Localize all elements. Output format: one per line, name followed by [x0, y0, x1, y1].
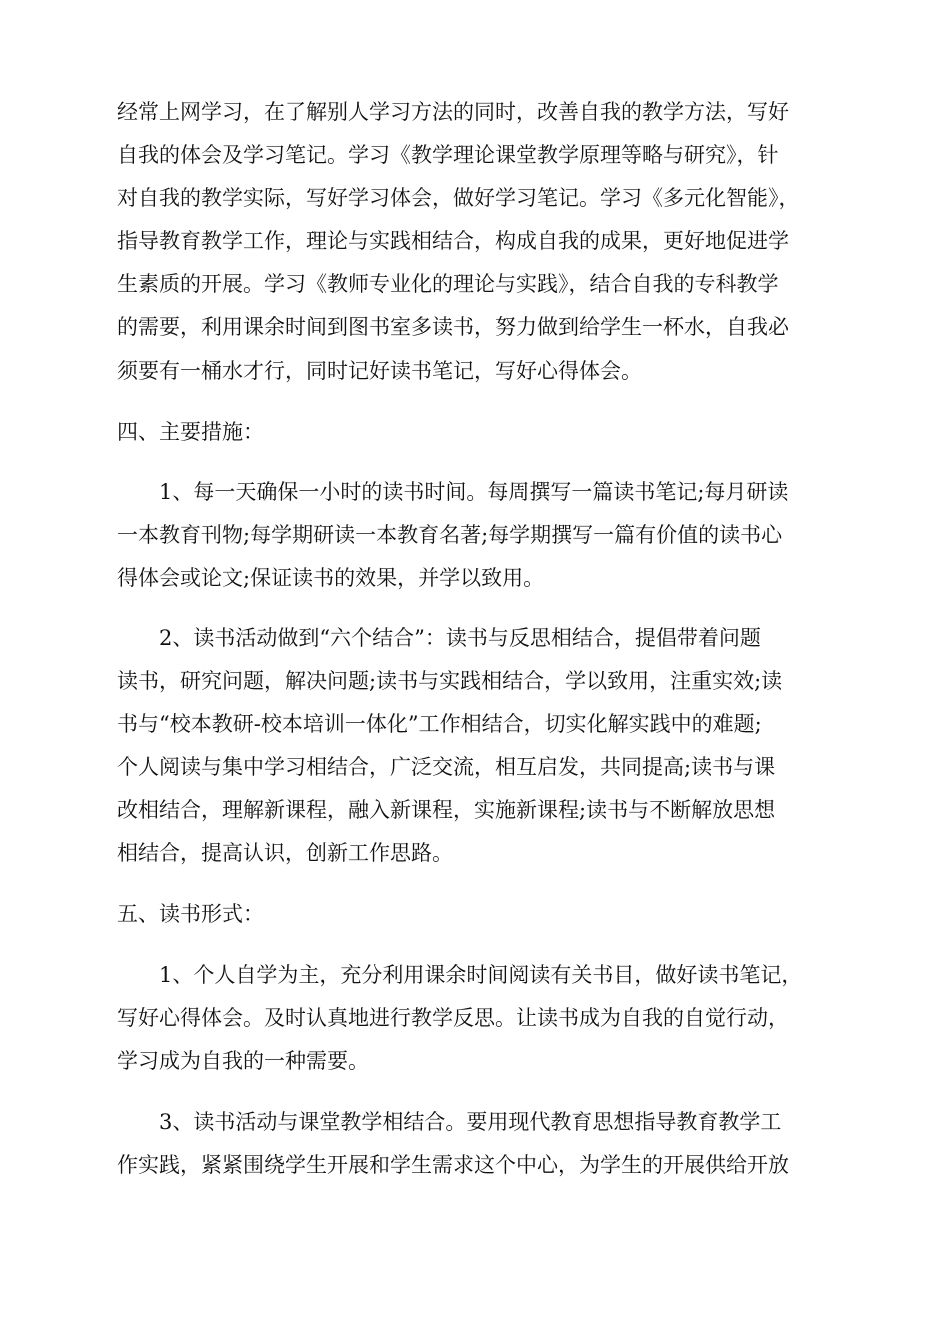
- text-line: 须要有一桶水才行，同时记好读书笔记，写好心得体会。: [117, 359, 642, 383]
- text-line: 生素质的开展。学习《教师专业化的理论与实践》，结合自我的专科教学: [117, 272, 779, 296]
- text-line: 书与“校本教研-校本培训一体化”工作相结合，切实化解实践中的难题;: [117, 712, 762, 736]
- text-line: 的需要，利用课余时间到图书室多读书，努力做到给学生一杯水，自我必: [117, 315, 789, 339]
- text-line: 1、每一天确保一小时的读书时间。每周撰写一篇读书笔记;每月研读: [159, 480, 789, 504]
- text-line: 2、读书活动做到“六个结合”：读书与反思相结合，提倡带着问题: [159, 626, 761, 650]
- text-line: 改相结合，理解新课程，融入新课程，实施新课程;读书与不断解放思想: [117, 798, 776, 822]
- text-line: 一本教育刊物;每学期研读一本教育名著;每学期撰写一篇有价值的读书心: [117, 523, 783, 547]
- text-line: 3、读书活动与课堂教学相结合。要用现代教育思想指导教育教学工: [159, 1110, 782, 1134]
- text-line: 学习成为自我的一种需要。: [117, 1049, 369, 1073]
- text-line: 1、个人自学为主，充分利用课余时间阅读有关书目，做好读书笔记，: [159, 963, 803, 987]
- text-line: 作实践，紧紧围绕学生开展和学生需求这个中心，为学生的开展供给开放: [117, 1153, 789, 1177]
- text-line: 读书，研究问题，解决问题;读书与实践相结合，学以致用，注重实效;读: [117, 669, 783, 693]
- section-heading: 四、主要措施：: [117, 420, 264, 444]
- section-heading: 五、读书形式：: [117, 902, 264, 926]
- text-line: 经常上网学习，在了解别人学习方法的同时，改善自我的教学方法，写好: [117, 100, 789, 124]
- text-line: 自我的体会及学习笔记。学习《教学理论课堂教学原理等略与研究》，针: [117, 143, 779, 167]
- text-line: 个人阅读与集中学习相结合，广泛交流，相互启发，共同提高;读书与课: [117, 755, 776, 779]
- text-line: 指导教育教学工作，理论与实践相结合，构成自我的成果，更好地促进学: [117, 229, 789, 253]
- text-line: 写好心得体会。及时认真地进行教学反思。让读书成为自我的自觉行动，: [117, 1006, 789, 1030]
- text-line: 得体会或论文;保证读书的效果，并学以致用。: [117, 566, 545, 590]
- text-line: 相结合，提高认识，创新工作思路。: [117, 841, 453, 865]
- text-line: 对自我的教学实际，写好学习体会，做好学习笔记。学习《多元化智能》，: [117, 186, 800, 210]
